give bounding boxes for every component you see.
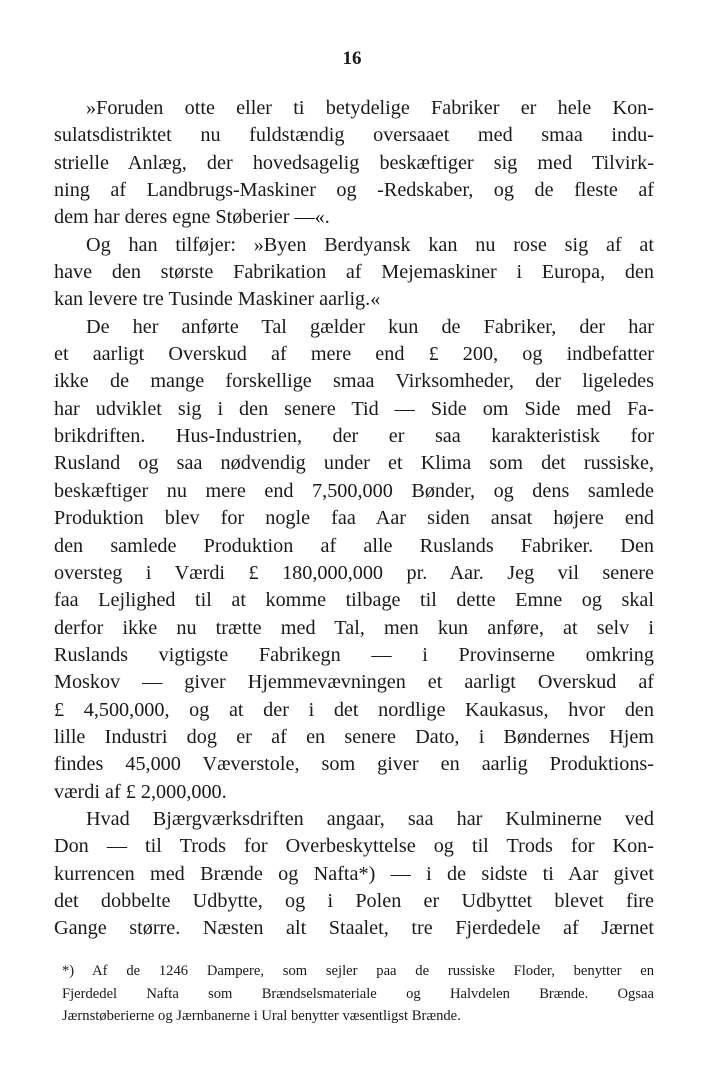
text-line: den samlede Produktion af alle Ruslands Fabriker. Den <box>54 534 654 557</box>
text-line: Produktion blev for nogle faa Aar siden ansat højere end <box>54 507 654 530</box>
text-line: »Foruden otte eller ti betydelige Fabriker er hele Kon- <box>86 97 654 119</box>
text-line: værdi af £ 2,000,000. <box>54 780 227 803</box>
text-line: det dobbelte Udbytte, og i Polen er Udbyttet blevet fire <box>54 889 654 912</box>
text-line: ikke de mange forskellige smaa Virksomheder, der ligeledes <box>54 370 654 393</box>
text-line: beskæftiger nu mere end 7,500,000 Bønder, og dens samlede <box>54 479 654 502</box>
text-line: et aarligt Overskud af mere end £ 200, og indbefatter <box>54 343 654 366</box>
footnote-line: *) Af de 1246 Dampere, som sejler paa de russiske Floder, benytter en <box>62 963 654 979</box>
text-line: have den største Fabrikation af Mejemaskiner i Europa, den <box>54 261 654 284</box>
text-line: lille Industri dog er af en senere Dato, i Bøndernes Hjem <box>54 725 654 748</box>
footnote <box>54 960 654 1028</box>
text-line: Moskov — giver Hjemmevævningen et aarligt Overskud af <box>54 671 654 694</box>
page-number: 16 <box>342 48 362 69</box>
footnote-line: Jærnstøberierne og Jærnbanerne i Ural benytter væsentligst Brænde. <box>62 1008 461 1024</box>
text-line: brikdriften. Hus-Industrien, der er saa karakteristisk for <box>54 425 654 448</box>
text-line: oversteg i Værdi £ 180,000,000 pr. Aar. Jeg vil senere <box>54 561 654 584</box>
text-line: Rusland og saa nødvendig under et Klima som det russiske, <box>54 452 654 475</box>
text-line: De her anførte Tal gælder kun de Fabriker, der har <box>86 315 654 338</box>
text-line: kan levere tre Tusinde Maskiner aarlig.« <box>54 288 381 311</box>
text-line: findes 45,000 Væverstole, som giver en aarlig Produktions- <box>54 753 654 776</box>
text-line: Ruslands vigtigste Fabrikegn — i Provinserne omkring <box>54 643 654 666</box>
text-line: sulatsdistriktet nu fuldstændig oversaaet med smaa indu- <box>54 124 654 147</box>
text-line: Hvad Bjærgværksdriften angaar, saa har Kulminerne ved <box>86 807 654 830</box>
text-line: faa Lejlighed til at komme tilbage til dette Emne og skal <box>54 589 654 612</box>
text-line: strielle Anlæg, der hovedsagelig beskæftiger sig med Tilvirk- <box>54 151 654 174</box>
footnote-line: Fjerdedel Nafta som Brændselsmateriale og Halvdelen Brænde. Ogsaa <box>62 985 654 1002</box>
text-line: kurrencen med Brænde og Nafta*) — i de sidste ti Aar givet <box>54 862 654 885</box>
text-line: Don — til Trods for Overbeskyttelse og til Trods for Kon- <box>54 835 654 858</box>
body-text <box>54 95 654 943</box>
text-line: £ 4,500,000, og at der i det nordlige Kaukasus, hvor den <box>54 698 654 721</box>
text-line: ning af Landbrugs-Maskiner og -Redskaber, og de fleste af <box>54 179 654 202</box>
text-line: derfor ikke nu trætte med Tal, men kun anføre, at selv i <box>54 616 654 639</box>
text-line: Og han tilføjer: »Byen Berdyansk kan nu rose sig af at <box>86 233 654 256</box>
text-line: dem har deres egne Støberier —«. <box>54 206 330 229</box>
text-line: Gange større. Næsten alt Staalet, tre Fjerdedele af Jærnet <box>54 917 654 940</box>
text-line: har udviklet sig i den senere Tid — Side om Side med Fa- <box>54 397 654 420</box>
